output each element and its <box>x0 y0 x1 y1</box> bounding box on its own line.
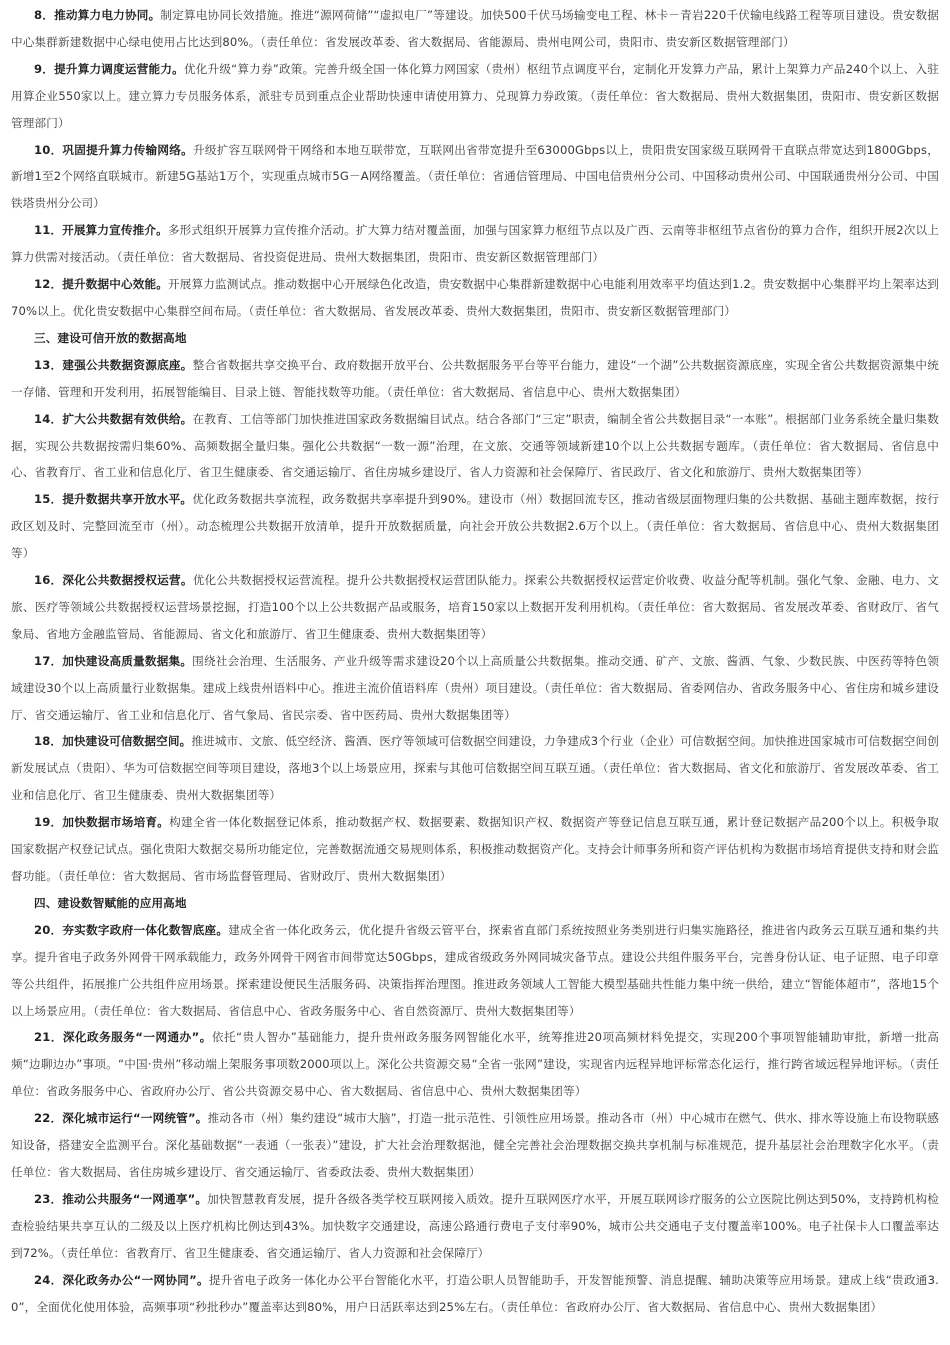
item-body: 在教育、工信等部门加快推进国家政务数据编目试点。结合各部门“三定”职责，编制全省公共数据目录“一本账”。根据部门业务系统全量归集数据，实现公共数据按需归集60%、高频数据全量归集。强化公共数据“一数一源”治理，在文旅、交通等领域新建10个以上公共数据专题库。（责任单位：省大数据局、省信息中心、省教育厅、省工业和信息化厅、省卫生健康委、省交通运输厅、省住房城乡建设厅、省人力资源和社会保障厅、省民政厅、省文化和旅游厅、贵州大数据集团等） <box>11 411 939 480</box>
item-body: 加快智慧教育发展，提升各级各类学校互联网接入质效。提升互联网医疗水平，开展互联网诊疗服务的公立医院比例达到50%，支持跨机构检查检验结果共享互认的二级及以上医疗机构比例达到43%。加快数字交通建设，高速公路通行费电子支付率90%，城市公共交通电子支付覆盖率100%。电子社保卡人口覆盖率达到72%。（责任单位：省教育厅、省卫生健康委、省交通运输厅、省人力资源和社会保障厅） <box>11 1191 939 1260</box>
item-lead: 19．加快数据市场培育。 <box>34 815 170 830</box>
item-body: 优化公共数据授权运营流程。提升公共数据授权运营团队能力。探索公共数据授权运营定价收费、收益分配等机制。强化气象、金融、电力、文旅、医疗等领域公共数据授权运营场景挖掘，打造100个以上公共数据产品或服务，培育150家以上数据开发利用机构。（责任单位：省大数据局、省发展改革委、省财政厅、省气象局、省地方金融监管局、省能源局、省文化和旅游厅、省卫生健康委、贵州大数据集团等） <box>11 573 939 641</box>
item-body: 优化升级“算力券”政策。完善升级全国一体化算力网国家（贵州）枢纽节点调度平台，定制化开发算力产品，累计上架算力产品240个以上、入驻用算企业550家以上。建立算力专员服务体系，派驻专员到重点企业帮助快速申请使用算力、兑现算力券政策。（责任单位：省大数据局、贵州大数据集团，贵阳市、贵安新区数据管理部门） <box>11 61 939 130</box>
item-body: 整合省数据共享交换平台、政府数据开放平台、公共数据服务平台等平台能力，建设“一个湖”公共数据资源底座，实现全省公共数据资源集中统一存储、管理和开发利用，拓展智能编目、目录上链、智能找数等功能。（责任单位：省大数据局、省信息中心、贵州大数据集团） <box>11 357 939 399</box>
item-lead: 15．提升数据共享开放水平。 <box>34 492 193 507</box>
item-paragraph <box>11 406 939 487</box>
item-paragraph <box>11 728 939 809</box>
item-paragraph <box>11 2 939 56</box>
item-paragraph <box>11 137 939 218</box>
item-body: 建成全省一体化政务云，优化提升省级云管平台，探索省直部门系统按照业务类别进行归集实施路径，推进省内政务云互联互通和集约共享。提升省电子政务外网骨干网承载能力，政务外网骨干网省市间带宽达50Gbps，建成省级政务外网同城灾备节点。建设公共组件服务平台，完善身份认证、电子证照、电子印章等公共组件，拓展推广公共组件应用场景。探索建设便民生活服务码、决策指挥治理图。推进政务领域人工智能大模型基础共性能力集中统一供给，建立“智能体超市”，落地15个以上场景应用。（责任单位：省大数据局、省信息中心、省政务服务中心、省自然资源厅、贵州大数据集团等） <box>11 922 939 1018</box>
item-paragraph <box>11 1105 939 1186</box>
item-lead: 18．加快建设可信数据空间。 <box>34 734 192 749</box>
item-paragraph <box>11 217 939 271</box>
item-lead: 13．建强公共数据资源底座。 <box>34 357 193 372</box>
item-body: 围绕社会治理、生活服务、产业升级等需求建设20个以上高质量公共数据集。推动交通、矿产、文旅、酱酒、气象、少数民族、中医药等特色领域建设30个以上高质量行业数据集。建成上线贵州语料中心。推进主流价值语料库（贵州）项目建设。（责任单位：省大数据局、省委网信办、省政务服务中心、省住房和城乡建设厅、省交通运输厅、省工业和信息化厅、省气象局、省民宗委、省中医药局、贵州大数据集团等） <box>11 653 939 722</box>
item-body: 升级扩容互联网骨干网络和本地互联带宽，互联网出省带宽提升至63000Gbps以上，贵阳贵安国家级互联网骨干直联点带宽达到1800Gbps，新增1至2个网络直联城市。新建5G基站1万个，实现重点城市5G－A网络覆盖。（责任单位：省通信管理局、中国电信贵州分公司、中国移动贵州公司、中国联通贵州分公司、中国铁塔贵州分公司） <box>11 142 939 211</box>
item-lead: 22．深化城市运行“一网统管”。 <box>34 1111 208 1126</box>
item-paragraph <box>11 1024 939 1105</box>
item-body: 制定算电协同长效措施。推进“源网荷储”“虚拟电厂”等建设。加快500千伏马场输变电工程、林卡－青岩220千伏输电线路工程等项目建设。贵安数据中心集群新建数据中心绿电使用占比达到80%。（责任单位：省发展改革委、省大数据局、省能源局、贵州电网公司，贵阳市、贵安新区数据管理部门） <box>11 8 940 49</box>
item-body: 构建全省一体化数据登记体系，推动数据产权、数据要素、数据知识产权、数据资产等登记信息互联互通，累计登记数据产品200个以上。积极争取国家数据产权登记试点。强化贵阳大数据交易所功能定位，完善数据流通交易规则体系，积极推动数据资产化。支持会计师事务所和资产评估机构为数据市场培育提供支持和财会监督功能。（责任单位：省大数据局、省市场监督管理局、省财政厅、贵州大数据集团） <box>11 815 939 883</box>
item-paragraph <box>11 352 939 406</box>
item-body: 依托“贵人智办”基础能力，提升贵州政务服务网智能化水平，统筹推进20项高频材料免提交，实现200个事项智能辅助审批，新增一批高频“边聊边办”事项。“中国·贵州”移动端上架服务事项数2000项以上。深化公共资源交易“全省一张网”建设，实现省内远程异地评标常态化运行，推行跨省域远程异地评标。（责任单位：省政务服务中心、省政府办公厅、省公共资源交易中心、省大数据局、省信息中心、贵州大数据集团等） <box>11 1030 939 1099</box>
item-lead: 14．扩大公共数据有效供给。 <box>34 411 193 426</box>
item-paragraph <box>11 567 939 648</box>
item-paragraph <box>11 271 939 325</box>
item-paragraph <box>11 809 939 890</box>
document-body <box>11 2 939 1320</box>
section-heading: 三、建设可信开放的数据高地 <box>34 330 187 345</box>
item-body: 优化政务数据共享流程，政务数据共享率提升到90%。建设市（州）数据回流专区，推动省级层面物理归集的公共数据、基础主题库数据，按行政区划及时、完整回流至市（州）。动态梳理公共数据开放清单，提升开放数据质量，向社会开放公共数据2.6万个以上。（责任单位：省大数据局、省信息中心、贵州大数据集团等） <box>11 492 939 561</box>
item-lead: 20．夯实数字政府一体化数智底座。 <box>34 922 229 937</box>
item-paragraph <box>11 1267 939 1321</box>
item-lead: 11．开展算力宣传推介。 <box>34 223 168 238</box>
item-paragraph <box>11 486 939 567</box>
item-lead: 21．深化政务服务“一网通办”。 <box>34 1030 212 1045</box>
item-body: 推动各市（州）集约建设“城市大脑”，打造一批示范性、引领性应用场景。推动各市（州）中心城市在燃气、供水、排水等设施上布设物联感知设备，搭建安全监测平台。深化基础数据“一表通（一张表）”建设，扩大社会治理数据池，健全完善社会治理数据交换共享机制与标准规范，提升基层社会治理数字化水平。（责任单位：省大数据局、省住房城乡建设厅、省交通运输厅、省委政法委、贵州大数据集团） <box>11 1111 940 1179</box>
item-paragraph <box>11 1186 939 1267</box>
item-lead: 16．深化公共数据授权运营。 <box>34 573 193 588</box>
item-paragraph <box>11 917 939 1025</box>
item-lead: 12．提升数据中心效能。 <box>34 277 168 292</box>
item-lead: 17．加快建设高质量数据集。 <box>34 653 193 668</box>
item-lead: 8．推动算力电力协同。 <box>34 8 161 22</box>
item-body: 推进城市、文旅、低空经济、酱酒、医疗等领域可信数据空间建设，力争建成3个行业（企业）可信数据空间。加快推进国家城市可信数据空间创新发展试点（贵阳）、华为可信数据空间等项目建设，落地3个以上场景应用，探索与其他可信数据空间互联互通。（责任单位：省大数据局、省文化和旅游厅、省发展改革委、省工业和信息化厅、省卫生健康委、贵州大数据集团等） <box>11 734 939 803</box>
item-paragraph <box>11 56 939 137</box>
item-lead: 10．巩固提升算力传输网络。 <box>34 142 194 157</box>
section-heading: 四、建设数智赋能的应用高地 <box>34 895 187 910</box>
item-lead: 24．深化政务办公“一网协同”。 <box>34 1272 209 1287</box>
item-body: 多形式组织开展算力宣传推介活动。扩大算力结对覆盖面，加强与国家算力枢纽节点以及广西、云南等非枢纽节点省份的算力合作，组织开展2次以上算力供需对接活动。（责任单位：省大数据局、省投资促进局、贵州大数据集团，贵阳市、贵安新区数据管理部门） <box>11 223 940 265</box>
item-lead: 23．推动公共服务“一网通享”。 <box>34 1191 208 1206</box>
item-paragraph <box>11 648 939 729</box>
item-lead: 9．提升算力调度运营能力。 <box>34 61 184 76</box>
item-body: 提升省电子政务一体化办公平台智能化水平，打造公职人员智能助手，开发智能预警、消息提醒、辅助决策等应用场景。建成上线“贵政通3.0”，全面优化使用体验，高频事项“秒批秒办”覆盖率达到80%，用户日活跃率达到25%左右。（责任单位：省政府办公厅、省大数据局、省信息中心、贵州大数据集团） <box>11 1272 939 1314</box>
item-body: 开展算力监测试点。推动数据中心开展绿色化改造，贵安数据中心集群新建数据中心电能利用效率平均值达到1.2。贵安数据中心集群平均上架率达到70%以上。优化贵安数据中心集群空间布局。（责任单位：省大数据局、省发展改革委、贵州大数据集团，贵阳市、贵安新区数据管理部门） <box>11 277 939 318</box>
